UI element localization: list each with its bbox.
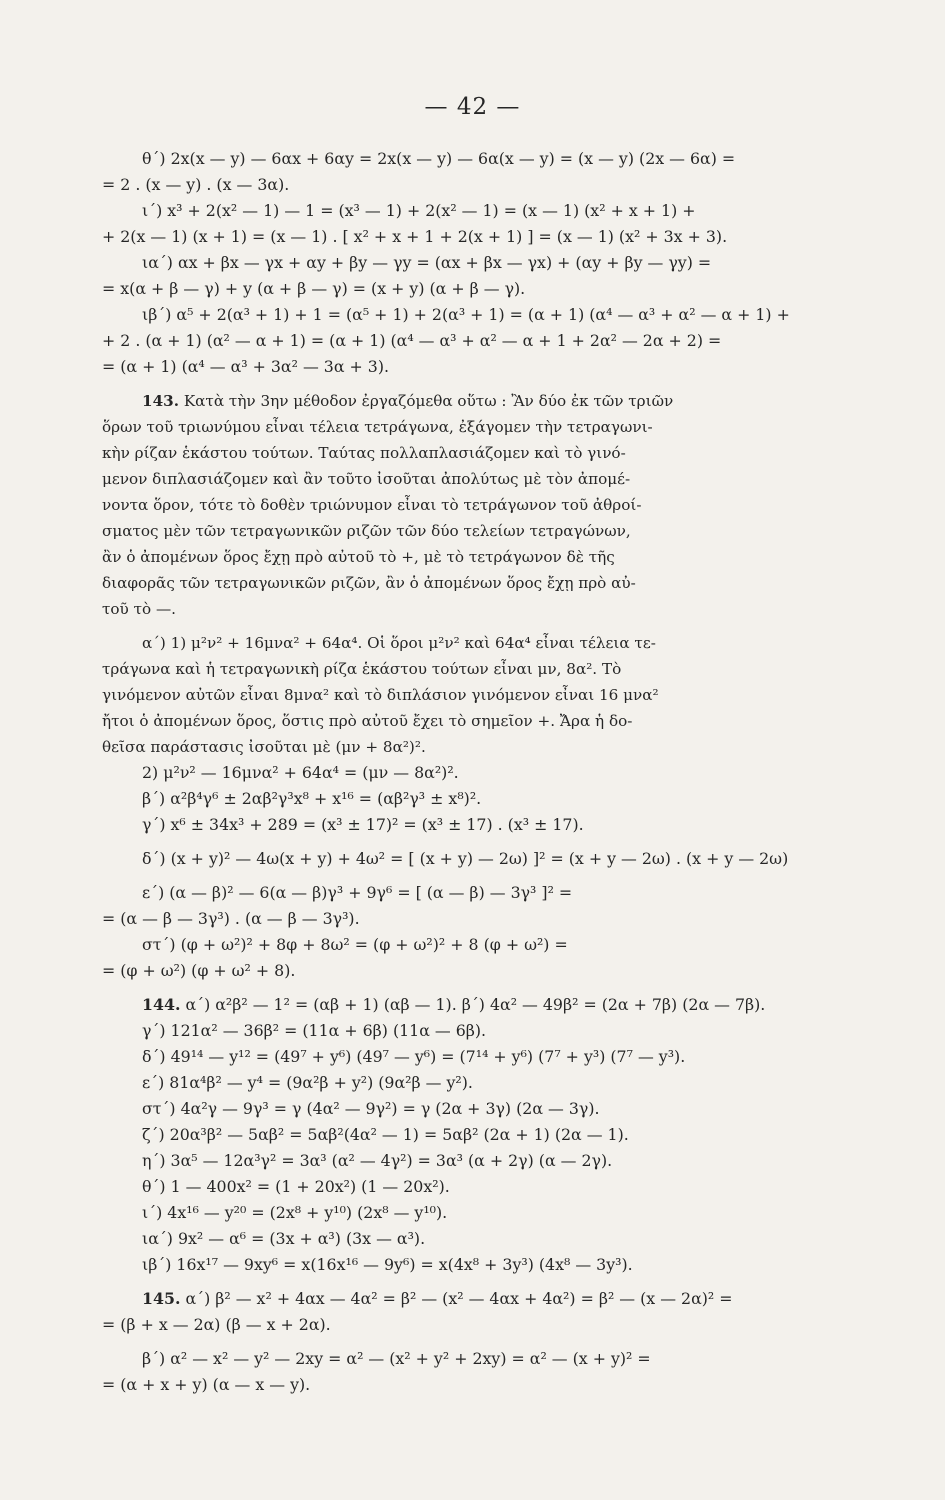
text-line-l32 [102,992,896,1018]
line-text: σματος μὲν τῶν τετραγωνικῶν ριζῶν τῶν δύο τελείων τετραγώνων, [102,522,631,540]
text-line-l36 [102,1096,896,1122]
text-line-l26 [102,812,896,838]
line-text: ι΄) x³ + 2(x² — 1) — 1 = (x³ — 1) + 2(x² — 1) = (x — 1) (x² + x + 1) + [142,201,696,220]
line-text: ε΄) (α — β)² — 6(α — β)γ³ + 9γ⁶ = [ (α — β) — 3γ³ ]² = [142,883,573,902]
line-text: θ΄) 1 — 400x² = (1 + 20x²) (1 — 20x²). [142,1177,450,1196]
text-line-l33 [102,1018,896,1044]
text-line-l12 [102,440,896,466]
line-text: ζ΄) 20α³β² — 5αβ² = 5αβ²(4α² — 1) = 5αβ² (2α + 1) (2α — 1). [142,1125,629,1144]
text-line-l14 [102,492,896,518]
line-text: = (α + x + y) (α — x — y). [102,1375,311,1394]
text-line-l28 [102,880,896,906]
text-line-l10 [102,388,896,414]
line-text: Κατὰ τὴν 3ην μέθοδον ἐργαζόμεθα οὕτω : Ἂν δύο ἐκ τῶν τριῶν [179,392,674,410]
section-number: 144. [142,995,181,1014]
line-text: νοντα ὅρον, τότε τὸ δοθὲν τριώνυμον εἶναι τὸ τετράγωνον τοῦ ἀθροί- [102,496,642,514]
line-text: θ΄) 2x(x — y) — 6αx + 6αy = 2x(x — y) — 6α(x — y) = (x — y) (2x — 6α) = [142,149,736,168]
line-text: α΄) 1) μ²ν² + 16μνα² + 64α⁴. Οἱ ὅροι μ²ν² καὶ 64α⁴ εἶναι τέλεια τε- [142,634,656,652]
line-text: α΄) α²β² — 1² = (αβ + 1) (αβ — 1). β΄) 4α² — 49β² = (2α + 7β) (2α — 7β). [180,995,766,1014]
text-line-l24 [102,760,896,786]
text-line-l09 [102,354,896,380]
text-line-l19 [102,630,896,656]
line-text: ια΄) 9x² — α⁶ = (3x + α³) (3x — α³). [142,1229,426,1248]
text-line-l39 [102,1174,896,1200]
text-line-l08 [102,328,896,354]
line-text: τοῦ τὸ —. [102,600,176,618]
text-line-l01 [102,146,896,172]
page-content [102,146,896,1398]
text-line-l30 [102,932,896,958]
line-text: ιβ΄) 16x¹⁷ — 9xy⁶ = x(16x¹⁶ — 9y⁶) = x(4x⁸ + 3y³) (4x⁸ — 3y³). [142,1255,633,1274]
line-text: β΄) α² — x² — y² — 2xy = α² — (x² + y² + 2xy) = α² — (x + y)² = [142,1349,651,1368]
text-line-l23 [102,734,896,760]
text-line-l45 [102,1346,896,1372]
text-line-l46 [102,1372,896,1398]
line-text: + 2(x — 1) (x + 1) = (x — 1) . [ x² + x + 1 + 2(x + 1) ] = (x — 1) (x² + 3x + 3). [102,227,728,246]
line-text: η΄) 3α⁵ — 12α³γ² = 3α³ (α² — 4γ²) = 3α³ (α + 2γ) (α — 2γ). [142,1151,613,1170]
text-line-l37 [102,1122,896,1148]
line-text: θεῖσα παράστασις ἰσοῦται μὲ (μν + 8α²)². [102,738,426,756]
line-text: στ΄) 4α²γ — 9γ³ = γ (4α² — 9γ²) = γ (2α + 3γ) (2α — 3γ). [142,1099,600,1118]
text-line-l03 [102,198,896,224]
line-text: ε΄) 81α⁴β² — y⁴ = (9α²β + y²) (9α²β — y²). [142,1073,473,1092]
text-line-l34 [102,1044,896,1070]
text-line-l16 [102,544,896,570]
line-text: = 2 . (x — y) . (x — 3α). [102,175,290,194]
text-line-l29 [102,906,896,932]
text-line-l25 [102,786,896,812]
line-text: γ΄) x⁶ ± 34x³ + 289 = (x³ ± 17)² = (x³ ± 17) . (x³ ± 17). [142,815,584,834]
line-text: δ΄) 49¹⁴ — y¹² = (49⁷ + y⁶) (49⁷ — y⁶) = (7¹⁴ + y⁶) (7⁷ + y³) (7⁷ — y³). [142,1047,686,1066]
text-line-l17 [102,570,896,596]
line-text: 2) μ²ν² — 16μνα² + 64α⁴ = (μν — 8α²)². [142,763,459,782]
section-number: 145. [142,1289,181,1308]
line-text: κὴν ρίζαν ἑκάστου τούτων. Ταύτας πολλαπλασιάζομεν καὶ τὸ γινό- [102,444,626,462]
line-text: ιβ΄) α⁵ + 2(α³ + 1) + 1 = (α⁵ + 1) + 2(α³ + 1) = (α + 1) (α⁴ — α³ + α² — α + 1) + [142,305,790,324]
section-number: 143. [142,392,179,410]
text-line-l40 [102,1200,896,1226]
line-text: = x(α + β — γ) + y (α + β — γ) = (x + y) (α + β — γ). [102,279,526,298]
text-line-l21 [102,682,896,708]
line-text: μενον διπλασιάζομεν καὶ ἂν τοῦτο ἰσοῦται ἀπολύτως μὲ τὸν ἀπομέ- [102,470,631,488]
line-text: β΄) α²β⁴γ⁶ ± 2αβ²γ³x⁸ + x¹⁶ = (αβ²γ³ ± x⁸)². [142,789,482,808]
text-line-l31 [102,958,896,984]
line-text: ἤτοι ὁ ἀπομένων ὅρος, ὅστις πρὸ αὐτοῦ ἔχει τὸ σημεῖον +. Ἄρα ἡ δο- [102,712,633,730]
line-text: δ΄) (x + y)² — 4ω(x + y) + 4ω² = [ (x + y) — 2ω) ]² = (x + y — 2ω) . (x + y — 2ω) [142,849,789,868]
line-text: = (α + 1) (α⁴ — α³ + 3α² — 3α + 3). [102,357,390,376]
text-line-l22 [102,708,896,734]
text-line-l38 [102,1148,896,1174]
line-text: + 2 . (α + 1) (α² — α + 1) = (α + 1) (α⁴ — α³ + α² — α + 1 + 2α² — 2α + 2) = [102,331,722,350]
line-text: τράγωνα καὶ ἡ τετραγωνικὴ ρίζα ἑκάστου τούτων εἶναι μν, 8α². Τὸ [102,660,622,678]
text-line-l35 [102,1070,896,1096]
text-line-l41 [102,1226,896,1252]
text-line-l07 [102,302,896,328]
line-text: γινόμενον αὐτῶν εἶναι 8μνα² καὶ τὸ διπλάσιον γινόμενον εἶναι 16 μνα² [102,686,659,704]
line-text: ἂν ὁ ἀπομένων ὅρος ἔχῃ πρὸ αὐτοῦ τὸ +, μὲ τὸ τετράγωνον δὲ τῆς [102,548,615,566]
line-text: = (α — β — 3γ³) . (α — β — 3γ³). [102,909,360,928]
text-line-l11 [102,414,896,440]
line-text: ια΄) αx + βx — γx + αy + βy — γy = (αx + βx — γx) + (αy + βy — γy) = [142,253,712,272]
text-line-l02 [102,172,896,198]
line-text: = (φ + ω²) (φ + ω² + 8). [102,961,296,980]
line-text: ὅρων τοῦ τριωνύμου εἶναι τέλεια τετράγωνα, ἐξάγομεν τὴν τετραγωνι- [102,418,653,436]
text-line-l06 [102,276,896,302]
text-line-l18 [102,596,896,622]
text-line-l44 [102,1312,896,1338]
line-text: διαφορᾶς τῶν τετραγωνικῶν ριζῶν, ἂν ὁ ἀπομένων ὅρος ἔχῃ πρὸ αὐ- [102,574,636,592]
line-text: = (β + x — 2α) (β — x + 2α). [102,1315,331,1334]
page-number: — 42 — [424,94,521,120]
text-line-l15 [102,518,896,544]
text-line-l20 [102,656,896,682]
text-line-l27 [102,846,896,872]
text-line-l43 [102,1286,896,1312]
text-line-l04 [102,224,896,250]
line-text: ι΄) 4x¹⁶ — y²⁰ = (2x⁸ + y¹⁰) (2x⁸ — y¹⁰). [142,1203,448,1222]
line-text: α΄) β² — x² + 4αx — 4α² = β² — (x² — 4αx + 4α²) = β² — (x — 2α)² = [180,1289,733,1308]
line-text: γ΄) 121α² — 36β² = (11α + 6β) (11α — 6β). [142,1021,487,1040]
text-line-l13 [102,466,896,492]
text-line-l05 [102,250,896,276]
text-line-l42 [102,1252,896,1278]
line-text: στ΄) (φ + ω²)² + 8φ + 8ω² = (φ + ω²)² + 8 (φ + ω²) = [142,935,568,954]
